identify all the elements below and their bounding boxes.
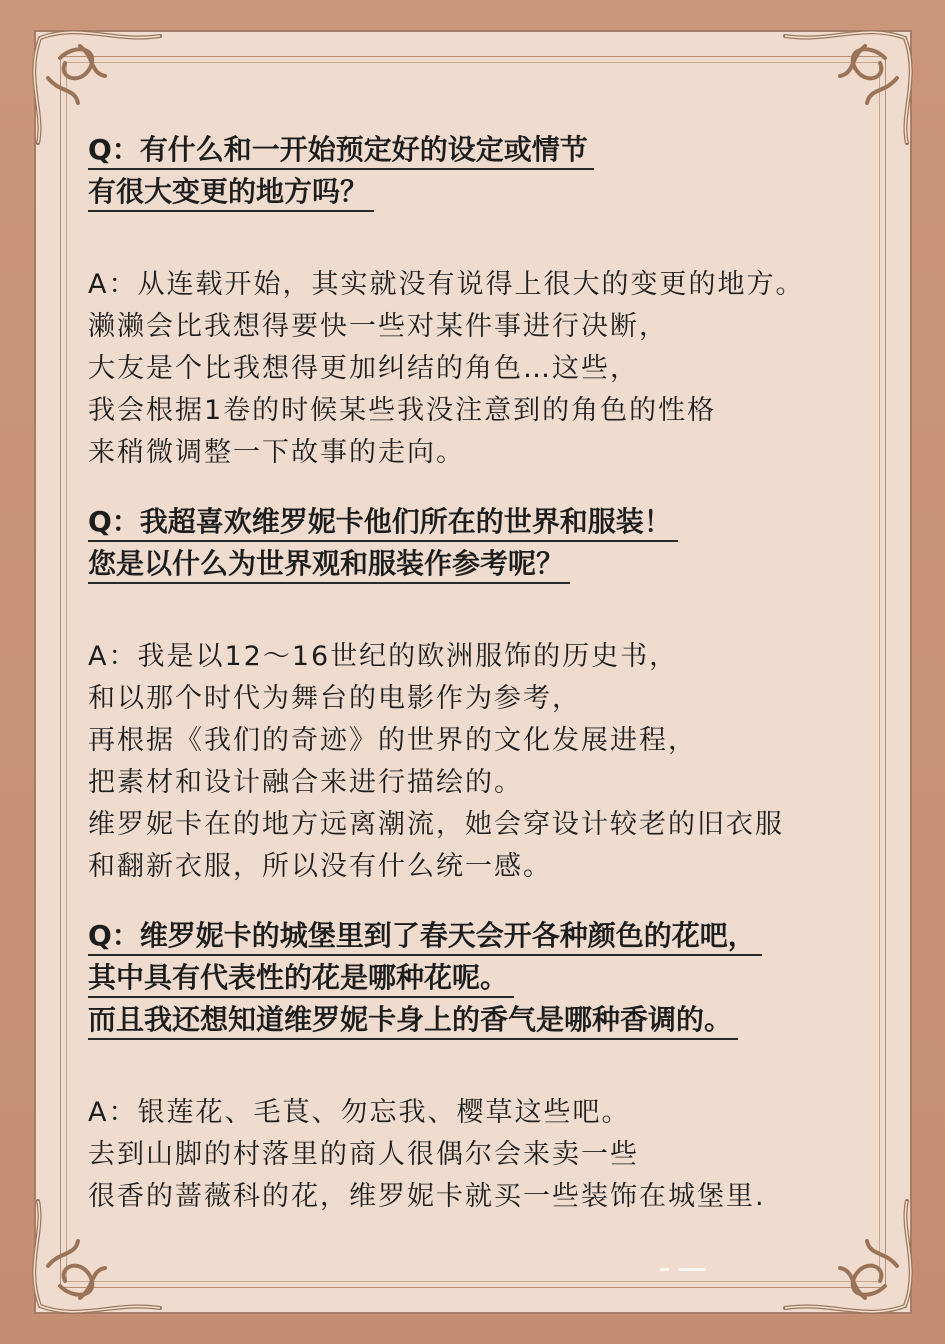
decorative-dots <box>660 1268 706 1271</box>
answer-line: 我会根据1卷的时候某些我没注意到的角色的性格 <box>88 395 717 426</box>
answer-3 <box>88 1092 908 1218</box>
answer-line: 大友是个比我想得更加纠结的角色…这些， <box>88 353 639 384</box>
question-line: Q：我超喜欢维罗妮卡他们所在的世界和服装！ <box>88 504 678 542</box>
answer-2 <box>88 636 908 888</box>
question-1 <box>88 130 908 214</box>
qa-content <box>88 130 908 1218</box>
answer-line: 濑濑会比我想得要快一些对某件事进行决断， <box>88 311 668 342</box>
answer-line: A：银莲花、毛茛、勿忘我、樱草这些吧。 <box>88 1097 631 1128</box>
answer-line: 去到山脚的村落里的商人很偶尔会来卖一些 <box>88 1139 639 1170</box>
answer-line: 和以那个时代为舞台的电影作为参考， <box>88 683 581 714</box>
question-line: 而且我还想知道维罗妮卡身上的香气是哪种香调的。 <box>88 1002 738 1040</box>
answer-line: A：我是以12〜16世纪的欧洲服饰的历史书， <box>88 641 679 672</box>
corner-flourish-top-left-icon <box>20 18 170 148</box>
answer-1 <box>88 264 908 474</box>
question-line: 其中具有代表性的花是哪种花呢。 <box>88 960 514 998</box>
corner-flourish-top-right-icon <box>775 18 925 148</box>
answer-line: 把素材和设计融合来进行描绘的。 <box>88 767 523 798</box>
question-line: 您是以什么为世界观和服装作参考呢？ <box>88 546 570 584</box>
answer-line: 再根据《我们的奇迹》的世界的文化发展进程， <box>88 725 697 756</box>
answer-line: A：从连载开始，其实就没有说得上很大的变更的地方。 <box>88 269 805 300</box>
question-line: Q：维罗妮卡的城堡里到了春天会开各种颜色的花吧， <box>88 918 762 956</box>
answer-line: 维罗妮卡在的地方远离潮流，她会穿设计较老的旧衣服 <box>88 809 784 840</box>
question-line: 有很大变更的地方吗？ <box>88 174 374 212</box>
question-3 <box>88 916 908 1042</box>
answer-line: 很香的蔷薇科的花，维罗妮卡就买一些装饰在城堡里. <box>88 1181 766 1212</box>
answer-line: 和翻新衣服，所以没有什么统一感。 <box>88 851 552 882</box>
question-2 <box>88 502 908 586</box>
question-line: Q：有什么和一开始预定好的设定或情节 <box>88 132 594 170</box>
answer-line: 来稍微调整一下故事的走向。 <box>88 437 465 468</box>
